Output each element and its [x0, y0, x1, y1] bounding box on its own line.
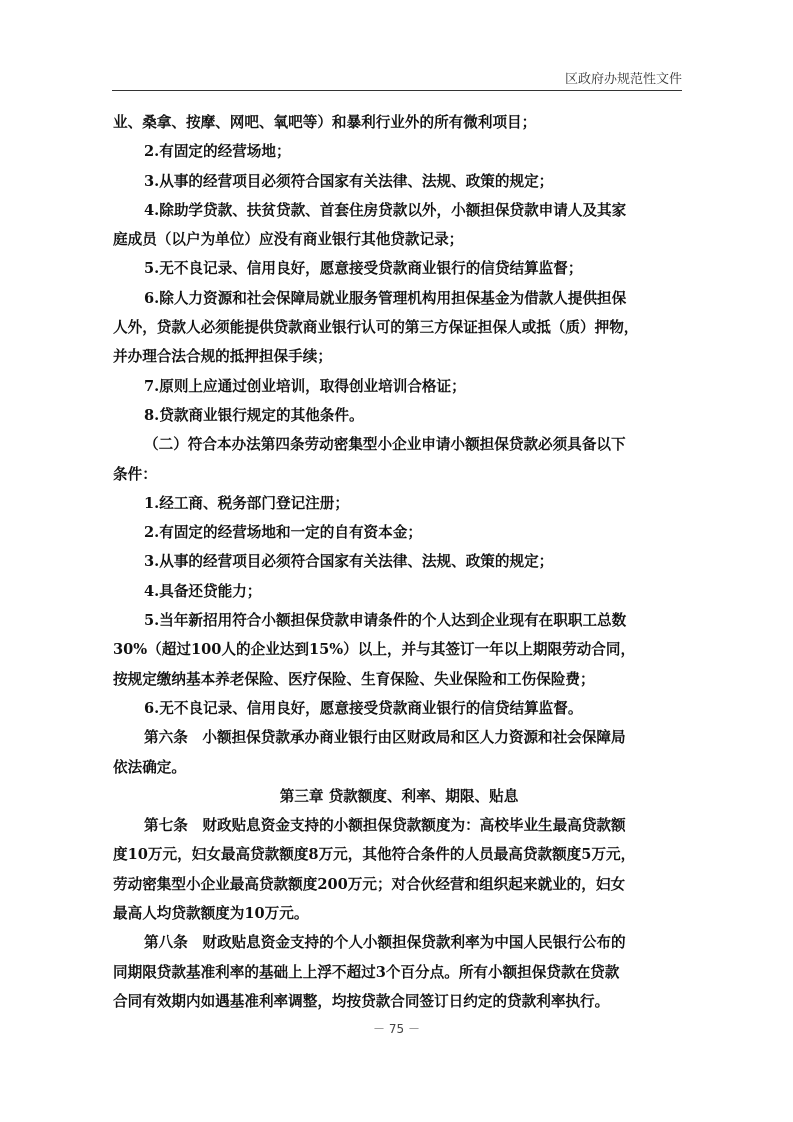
running-header: 区政府办规范性文件 — [564, 72, 682, 87]
paragraph-line: 30%（超过100人的企业达到15%）以上，并与其签订一年以上期限劳动合同， — [113, 641, 636, 659]
paragraph-line: 依法确定。 — [113, 758, 186, 776]
paragraph-line: 人外，贷款人必须能提供贷款商业银行认可的第三方保证担保人或抵（质）押物， — [113, 319, 639, 337]
list-item: 3.从事的经营项目必须符合国家有关法律、法规、政策的规定； — [144, 172, 554, 190]
header-divider — [112, 90, 682, 91]
document-body — [113, 108, 685, 1016]
paragraph-line: 条件： — [113, 465, 157, 483]
paragraph-line: 同期限贷款基准利率的基础上上浮不超过3个百分点。所有小额担保贷款在贷款 — [113, 963, 620, 981]
list-item: 4.具备还贷能力； — [144, 582, 262, 600]
list-item: 7.原则上应通过创业培训，取得创业培训合格证； — [144, 377, 466, 395]
paragraph-line: 庭成员（以户为单位）应没有商业银行其他贷款记录； — [113, 231, 464, 249]
list-item: 6.除人力资源和社会保障局就业服务管理机构用担保基金为借款人提供担保 — [144, 289, 627, 307]
page-number: － 75 － — [373, 1022, 420, 1036]
list-item: 5.无不良记录、信用良好，愿意接受贷款商业银行的信贷结算监督； — [144, 260, 583, 278]
article-paragraph: 第六条 小额担保贷款承办商业银行由区财政局和区人力资源和社会保障局 — [144, 729, 626, 747]
paragraph-line: 业、桑拿、按摩、网吧、氧吧等）和暴利行业外的所有微利项目； — [113, 114, 537, 131]
paragraph-line: 度10万元，妇女最高贷款额度8万元，其他符合条件的人员最高贷款额度5万元， — [113, 846, 636, 864]
list-item: 2.有固定的经营场地； — [144, 143, 291, 161]
article-paragraph: 第八条 财政贴息资金支持的个人小额担保贷款利率为中国人民银行公布的 — [144, 934, 626, 952]
paragraph-line: 劳动密集型小企业最高贷款额度200万元；对合伙经营和组织起来就业的，妇女 — [113, 875, 626, 893]
section-heading: （二）符合本办法第四条劳动密集型小企业申请小额担保贷款必须具备以下 — [144, 436, 626, 454]
paragraph-line: 合同有效期内如遇基准利率调整，均按贷款合同签订日约定的贷款利率执行。 — [113, 992, 610, 1010]
list-item: 1.经工商、税务部门登记注册； — [144, 494, 349, 512]
paragraph-line: 并办理合法合规的抵押担保手续； — [113, 348, 332, 366]
list-item: 6.无不良记录、信用良好，愿意接受贷款商业银行的信贷结算监督。 — [144, 699, 583, 717]
list-item: 2.有固定的经营场地和一定的自有资本金； — [144, 524, 422, 542]
article-paragraph: 第七条 财政贴息资金支持的小额担保贷款额度为：高校毕业生最高贷款额 — [144, 817, 626, 835]
list-item: 3.从事的经营项目必须符合国家有关法律、法规、政策的规定； — [144, 553, 554, 571]
list-item: 8.贷款商业银行规定的其他条件。 — [144, 406, 364, 424]
paragraph-line: 按规定缴纳基本养老保险、医疗保险、生育保险、失业保险和工伤保险费； — [113, 670, 595, 688]
list-item: 5.当年新招用符合小额担保贷款申请条件的个人达到企业现有在职职工总数 — [144, 612, 627, 630]
chapter-title: 第三章 贷款额度、利率、期限、贴息 — [279, 787, 519, 805]
list-item: 4.除助学贷款、扶贫贷款、首套住房贷款以外，小额担保贷款申请人及其家 — [144, 201, 627, 219]
paragraph-line: 最高人均贷款额度为10万元。 — [113, 905, 309, 923]
